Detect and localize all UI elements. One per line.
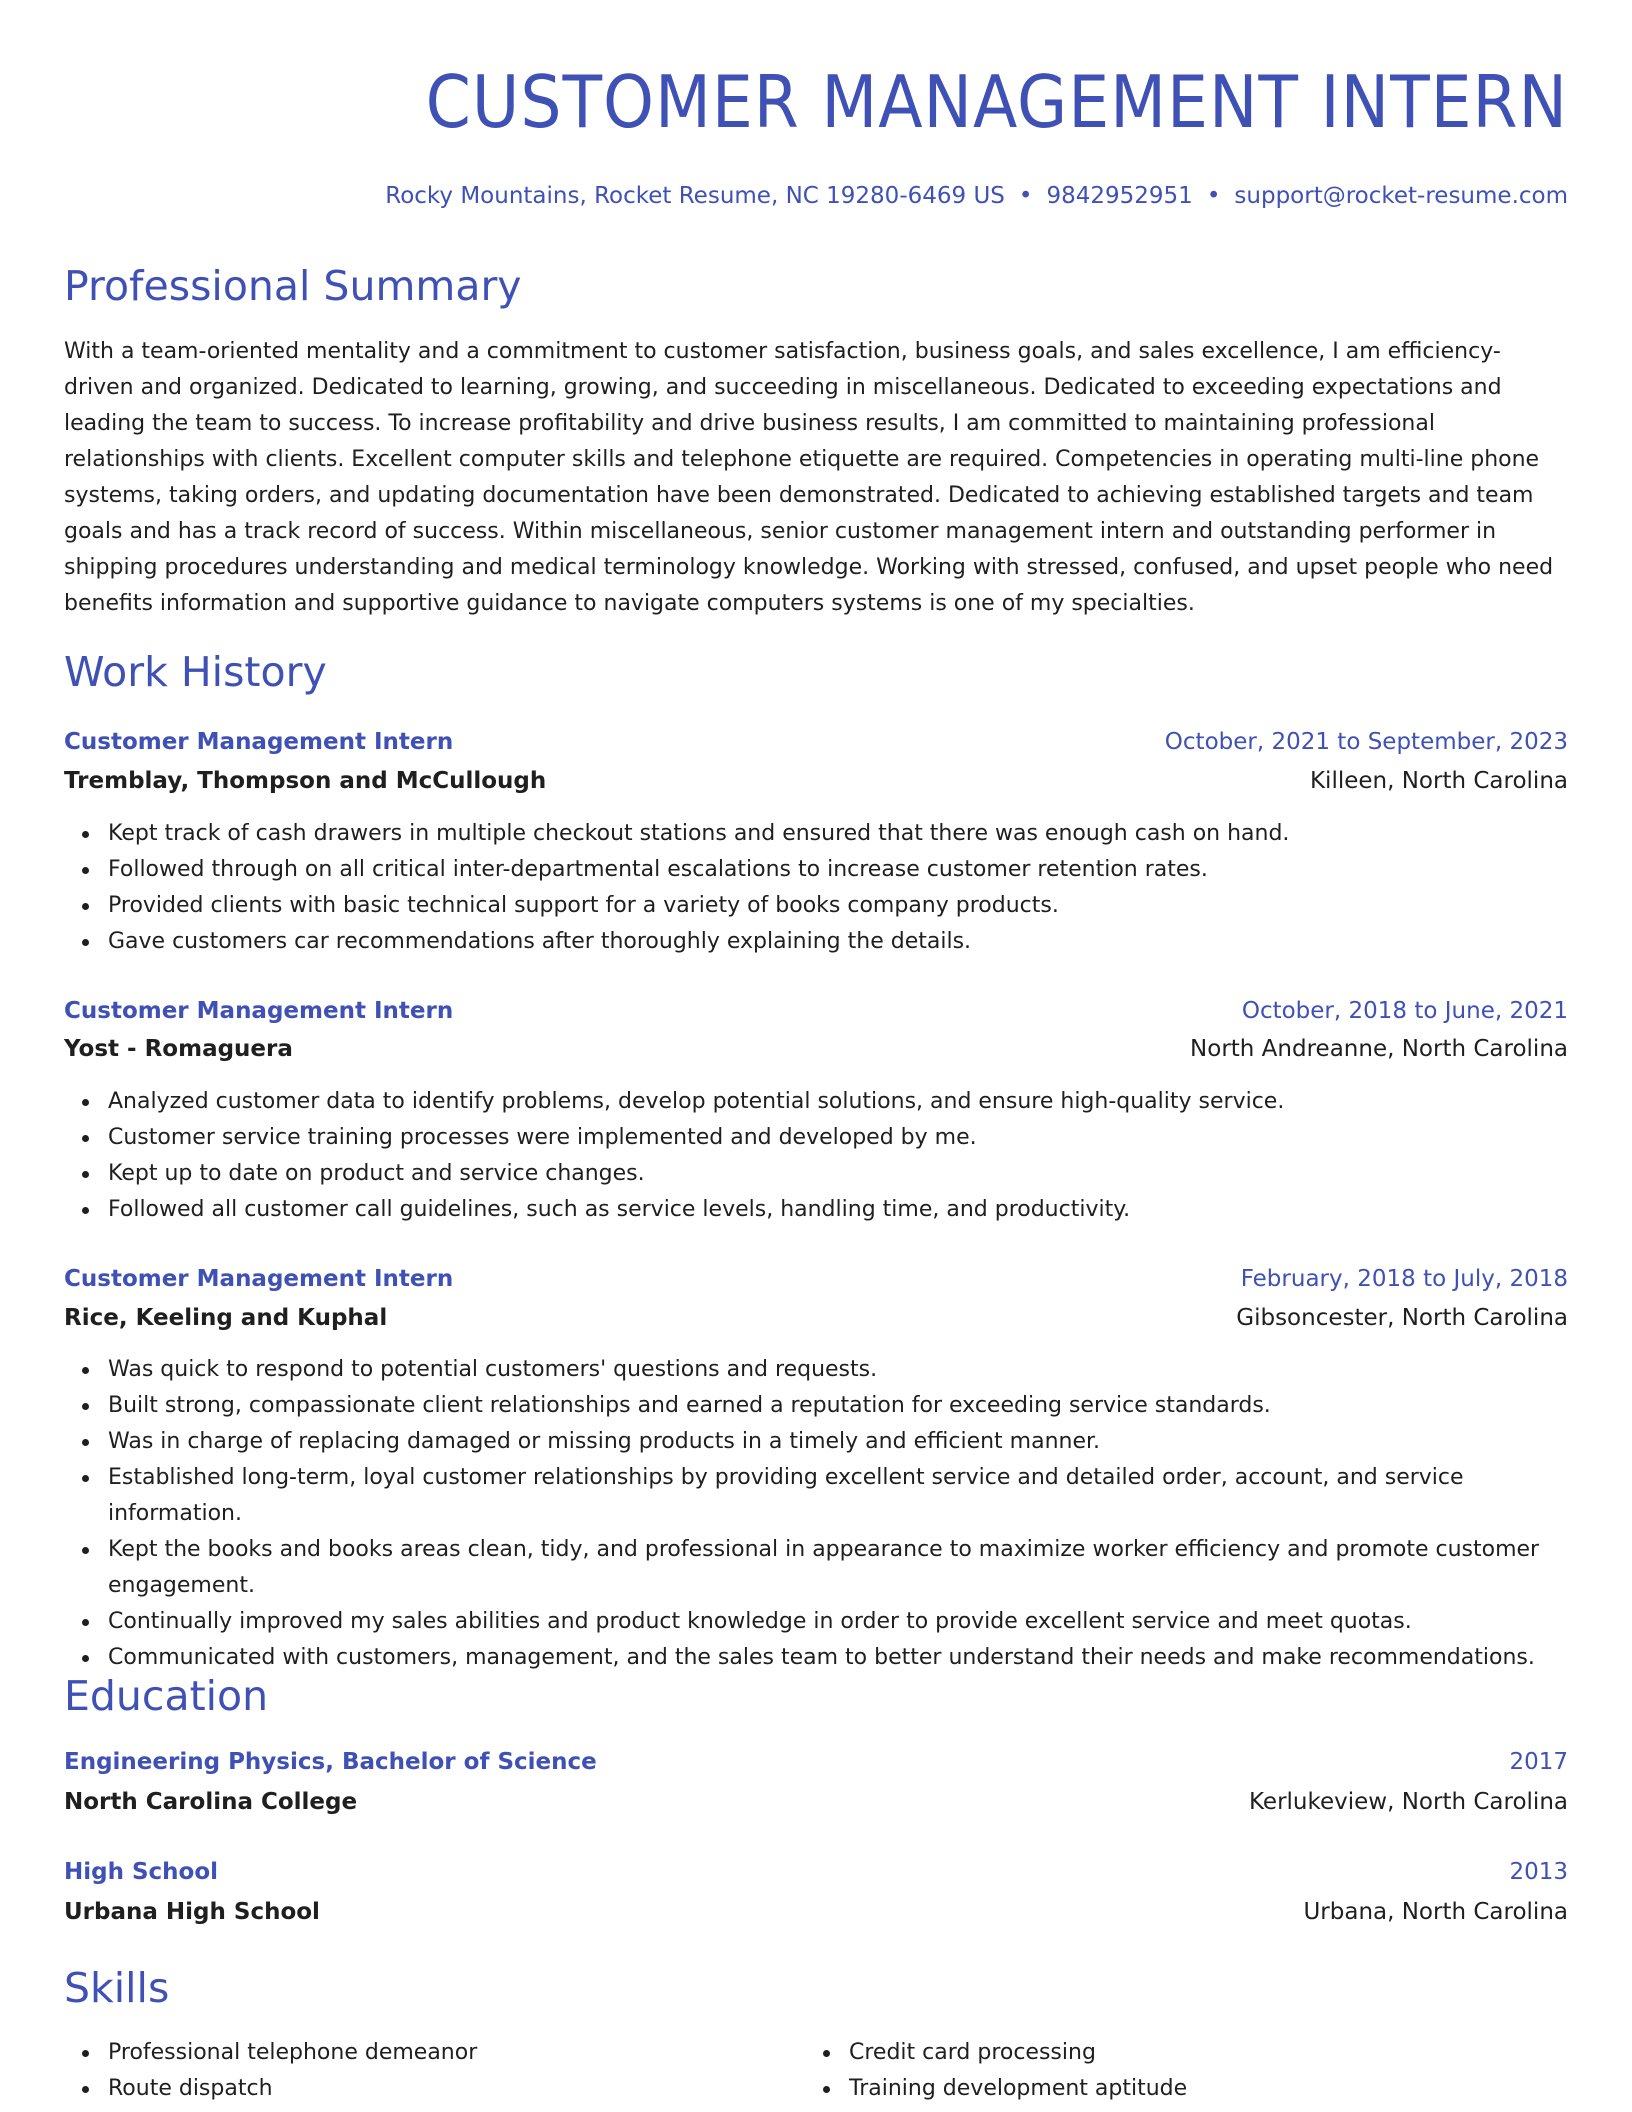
section-title-skills: Skills bbox=[64, 1964, 170, 2012]
section-title-work-history: Work History bbox=[64, 648, 327, 696]
list-item: Kept up to date on product and service changes. bbox=[108, 1156, 1568, 1192]
job-company: Tremblay, Thompson and McCullough bbox=[64, 768, 547, 794]
section-title-education: Education bbox=[64, 1672, 269, 1720]
job-dates: February, 2018 to July, 2018 bbox=[1240, 1266, 1568, 1292]
skill-item: Credit card processing bbox=[849, 2035, 1529, 2071]
skills-list-left bbox=[64, 2035, 788, 2107]
education-degree: High School bbox=[64, 1859, 219, 1885]
list-item: Continually improved my sales abilities and product knowledge in order to provide excellent service and meet quotas. bbox=[108, 1604, 1568, 1640]
job-title: Customer Management Intern bbox=[64, 1266, 454, 1292]
education-degree: Engineering Physics, Bachelor of Science bbox=[64, 1749, 597, 1775]
job-title: Customer Management Intern bbox=[64, 729, 454, 755]
list-item: Established long-term, loyal customer relationships by providing excellent service and detailed order, account, and service information. bbox=[108, 1460, 1568, 1532]
list-item: Built strong, compassionate client relationships and earned a reputation for exceeding service standards. bbox=[108, 1388, 1568, 1424]
job-company: Yost - Romaguera bbox=[64, 1036, 293, 1062]
job-title-row bbox=[64, 994, 1568, 1028]
education-year: 2013 bbox=[1509, 1859, 1568, 1885]
job-bullet-list bbox=[64, 1084, 1568, 1228]
summary-text: With a team-oriented mentality and a commitment to customer satisfaction, business goals, and sales excellence, I am efficiency-driven and organized. Dedicated to learning, growing, and succeeding in miscellaneous. Dedicated to exceeding expectations and leading the team to success. To increase profitability and drive business results, I am committed to maintaining professional relationships with clients. Excellent computer skills and telephone etiquette are required. Competencies in operating multi-line phone systems, taking orders, and updating documentation have been demonstrated. Dedicated to achieving established targets and team goals and has a track record of success. Within miscellaneous, senior customer management intern and outstanding performer in shipping procedures understanding and medical terminology knowledge. Working with stressed, confused, and upset people who need benefits information and supportive guidance to navigate computers systems is one of my specialties. bbox=[64, 339, 1554, 616]
section-title-summary: Professional Summary bbox=[64, 262, 522, 310]
list-item: Followed through on all critical inter-departmental escalations to increase customer retention rates. bbox=[108, 852, 1568, 888]
education-degree-row bbox=[64, 1855, 1568, 1889]
skill-item: Training development aptitude bbox=[849, 2071, 1529, 2107]
resume-title: CUSTOMER MANAGEMENT INTERN bbox=[425, 60, 1568, 144]
job-title-row bbox=[64, 725, 1568, 759]
job-title: Customer Management Intern bbox=[64, 998, 454, 1024]
skill-item: Route dispatch bbox=[108, 2071, 788, 2107]
contact-phone[interactable]: 9842952951 bbox=[1046, 183, 1193, 209]
job-bullet-list bbox=[64, 816, 1568, 960]
education-location: Kerlukeview, North Carolina bbox=[1248, 1789, 1568, 1815]
education-year: 2017 bbox=[1509, 1749, 1568, 1775]
education-school-row bbox=[64, 1785, 1568, 1819]
contact-email[interactable]: support@rocket-resume.com bbox=[1234, 183, 1568, 209]
contact-separator: • bbox=[1206, 183, 1221, 209]
job-location: Killeen, North Carolina bbox=[1309, 768, 1568, 794]
education-location: Urbana, North Carolina bbox=[1303, 1899, 1568, 1925]
job-dates: October, 2018 to June, 2021 bbox=[1241, 998, 1568, 1024]
job-location: North Andreanne, North Carolina bbox=[1190, 1036, 1568, 1062]
contact-line bbox=[385, 180, 1568, 212]
list-item: Provided clients with basic technical support for a variety of books company products. bbox=[108, 888, 1568, 924]
list-item: Gave customers car recommendations after thoroughly explaining the details. bbox=[108, 924, 1568, 960]
list-item: Was in charge of replacing damaged or missing products in a timely and efficient manner. bbox=[108, 1424, 1568, 1460]
skills-list-right bbox=[805, 2035, 1529, 2107]
job-company: Rice, Keeling and Kuphal bbox=[64, 1305, 388, 1331]
list-item: Analyzed customer data to identify problems, develop potential solutions, and ensure high-quality service. bbox=[108, 1084, 1568, 1120]
job-bullet-list bbox=[64, 1352, 1568, 1676]
skill-item: Professional telephone demeanor bbox=[108, 2035, 788, 2071]
list-item: Communicated with customers, management, and the sales team to better understand their needs and make recommendations. bbox=[108, 1640, 1568, 1676]
list-item: Kept track of cash drawers in multiple checkout stations and ensured that there was enough cash on hand. bbox=[108, 816, 1568, 852]
contact-address: Rocky Mountains, Rocket Resume, NC 19280-6469 US bbox=[385, 183, 1005, 209]
education-school: Urbana High School bbox=[64, 1899, 320, 1925]
education-degree-row bbox=[64, 1745, 1568, 1779]
job-title-row bbox=[64, 1262, 1568, 1296]
list-item: Kept the books and books areas clean, tidy, and professional in appearance to maximize worker efficiency and promote customer engagement. bbox=[108, 1532, 1568, 1604]
list-item: Customer service training processes were implemented and developed by me. bbox=[108, 1120, 1568, 1156]
contact-separator: • bbox=[1018, 183, 1033, 209]
job-company-row bbox=[64, 764, 1568, 798]
list-item: Was quick to respond to potential customers' questions and requests. bbox=[108, 1352, 1568, 1388]
job-company-row bbox=[64, 1032, 1568, 1066]
job-company-row bbox=[64, 1301, 1568, 1335]
job-location: Gibsoncester, North Carolina bbox=[1236, 1305, 1568, 1331]
job-dates: October, 2021 to September, 2023 bbox=[1164, 729, 1568, 755]
education-school-row bbox=[64, 1895, 1568, 1929]
list-item: Followed all customer call guidelines, such as service levels, handling time, and productivity. bbox=[108, 1192, 1568, 1228]
education-school: North Carolina College bbox=[64, 1789, 358, 1815]
